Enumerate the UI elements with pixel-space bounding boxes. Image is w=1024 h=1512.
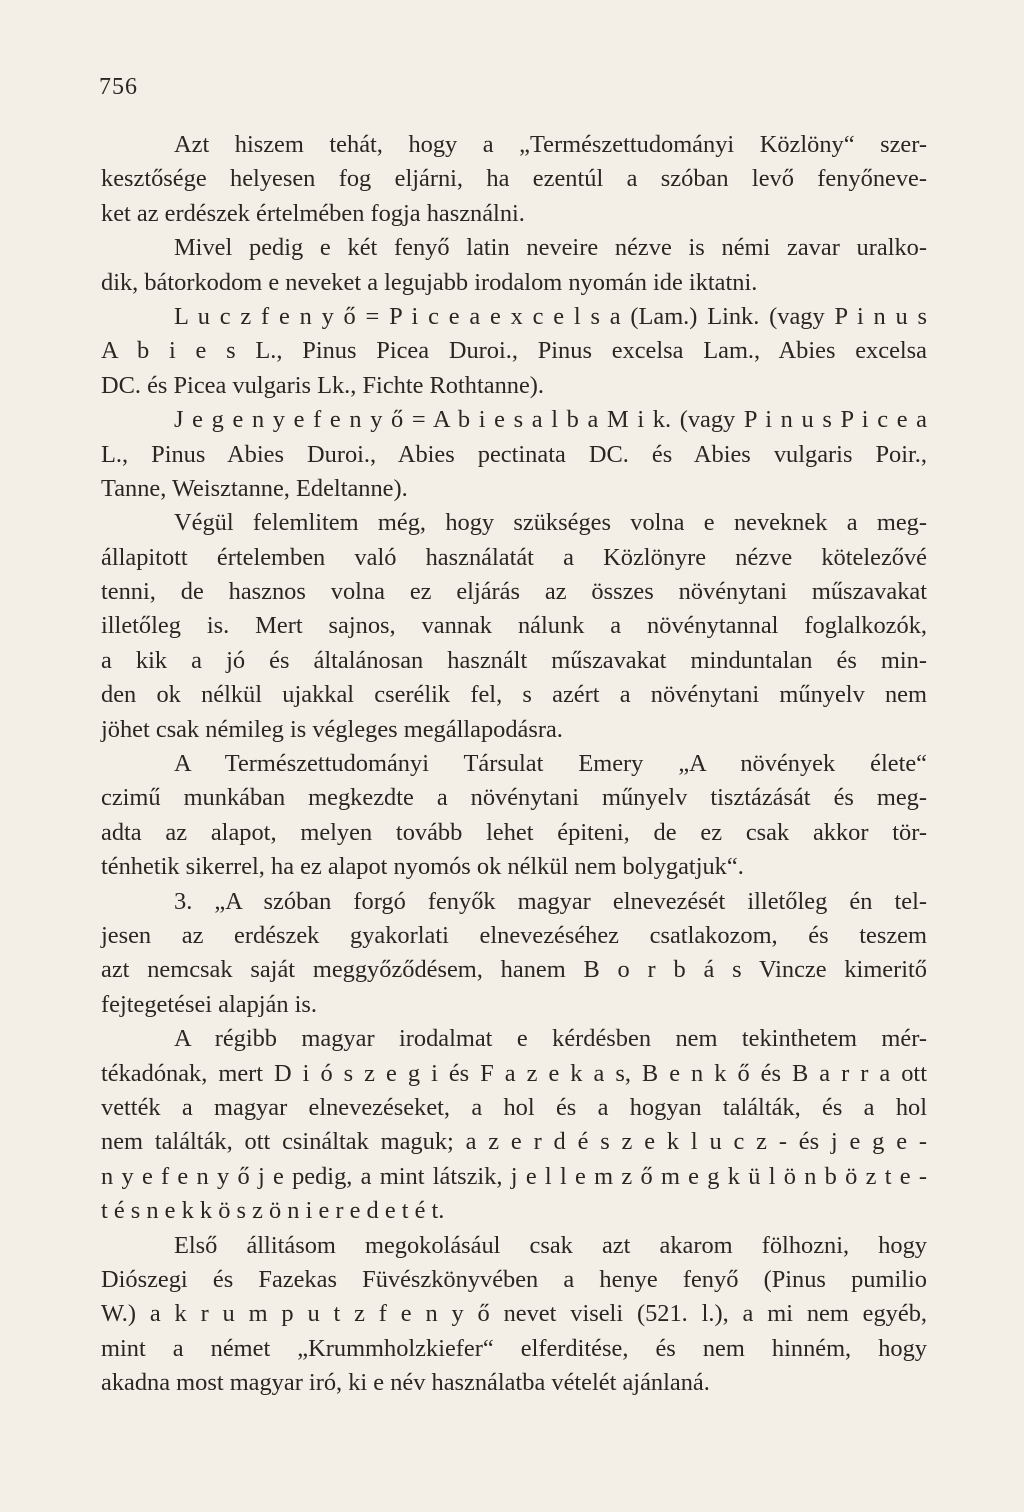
text-line: vették a magyar elnevezéseket, a hol és a hogyan találták, és a hol [101, 1093, 927, 1121]
text-line: L., Pinus Abies Duroi., Abies pectinata DC. és Abies vulgaris Poir., [101, 440, 927, 468]
text-line: akadna most magyar iró, ki e név használatba vételét ajánlaná. [101, 1369, 710, 1397]
text-line: 3. „A szóban forgó fenyők magyar elnevezését illetőleg én tel- [174, 887, 927, 915]
text-line: tenni, de hasznos volna ez eljárás az összes növénytani műszavakat [101, 578, 927, 606]
text-line: L u c z f e n y ő = P i c e a e x c e l s a (Lam.) Link. (vagy P i n u s [174, 302, 927, 330]
text-line: állapitott értelemben való használatát a Közlönyre nézve kötelezővé [101, 543, 927, 571]
text-line: czimű munkában megkezdte a növénytani műnyelv tisztázását és meg- [101, 784, 927, 812]
text-line: Diószegi és Fazekas Füvészkönyvében a henye fenyő (Pinus pumilio [101, 1265, 927, 1293]
text-line: adta az alapot, melyen tovább lehet épiteni, de ez csak akkor tör- [101, 818, 927, 846]
text-line: DC. és Picea vulgaris Lk., Fichte Rothtanne). [101, 371, 545, 399]
text-line: Tanne, Weisztanne, Edeltanne). [101, 474, 408, 502]
text-line: mint a német „Krummholzkiefer“ elferditése, és nem hinném, hogy [101, 1334, 927, 1362]
text-line: nem találták, ott csináltak maguk; a z e r d é s z e k l u c z - és j e g e - [101, 1128, 927, 1156]
text-line: Végül felemlitem még, hogy szükséges volna e neveknek a meg- [174, 509, 927, 537]
text-line: ket az erdészek értelmében fogja használni. [101, 199, 525, 227]
page-number: 756 [99, 74, 138, 100]
text-line: A régibb magyar irodalmat e kérdésben nem tekinthetem mér- [174, 1025, 927, 1053]
text-line: W.) a k r u m p u t z f e n y ő nevet viseli (521. l.), a mi nem egyéb, [101, 1300, 927, 1328]
text-line: A b i e s L., Pinus Picea Duroi., Pinus excelsa Lam., Abies excelsa [101, 337, 927, 365]
text-line: Első állitásom megokolásául csak azt akarom fölhozni, hogy [174, 1231, 927, 1259]
body-text [101, 128, 927, 1400]
text-line: t é s n e k k ö s z ö n i e r e d e t é t. [101, 1197, 445, 1225]
text-line: azt nemcsak saját meggyőződésem, hanem B o r b á s Vincze kimeritő [101, 956, 927, 984]
text-line: a kik a jó és általánosan használt műszavakat minduntalan és min- [101, 646, 927, 674]
text-line: J e g e n y e f e n y ő = A b i e s a l b a M i k. (vagy P i n u s P i c e a [174, 406, 927, 434]
text-line: ténhetik sikerrel, ha ez alapot nyomós ok nélkül nem bolygatjuk“. [101, 853, 744, 881]
text-line: fejtegetései alapján is. [101, 990, 318, 1018]
text-line: Mivel pedig e két fenyő latin neveire nézve is némi zavar uralko- [174, 234, 927, 262]
text-line: tékadónak, mert D i ó s z e g i és F a z e k a s, B e n k ő és B a r r a ott [101, 1059, 927, 1087]
text-line: jesen az erdészek gyakorlati elnevezéséhez csatlakozom, és teszem [101, 921, 927, 949]
text-line: kesztősége helyesen fog eljárni, ha ezentúl a szóban levő fenyőneve- [101, 165, 927, 193]
text-line: n y e f e n y ő j e pedig, a mint látszik, j e l l e m z ő m e g k ü l ö n b ö z t e - [101, 1162, 927, 1190]
text-line: den ok nélkül ujakkal cserélik fel, s azért a növénytani műnyelv nem [101, 681, 927, 709]
text-line: jöhet csak némileg is végleges megállapodásra. [101, 715, 563, 743]
text-line: A Természettudományi Társulat Emery „A növények élete“ [174, 750, 927, 778]
text-line: Azt hiszem tehát, hogy a „Természettudományi Közlöny“ szer- [174, 131, 927, 158]
text-line: illetőleg is. Mert sajnos, vannak nálunk a növénytannal foglalkozók, [101, 612, 927, 640]
text-line: dik, bátorkodom e neveket a legujabb irodalom nyomán ide iktatni. [101, 268, 758, 296]
